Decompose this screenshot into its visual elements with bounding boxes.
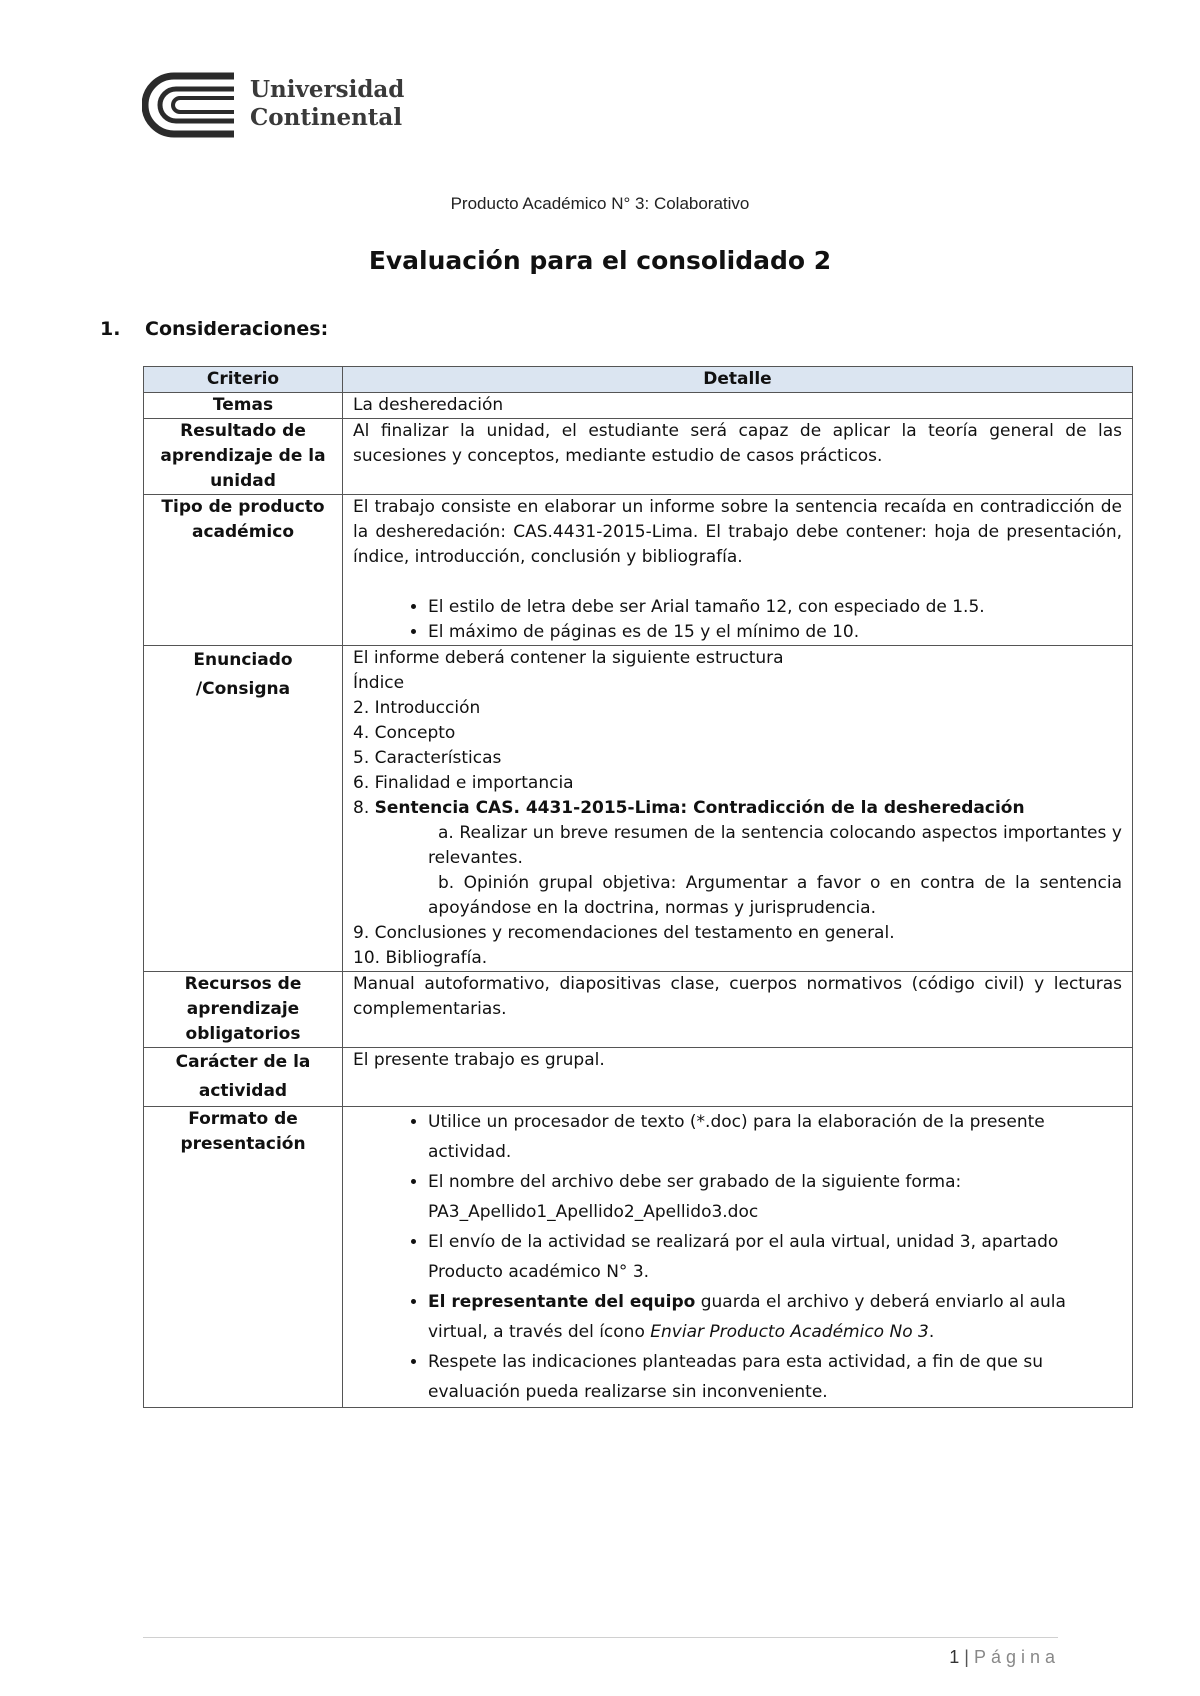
footer-divider	[143, 1637, 1058, 1638]
tipo-bullet-list	[353, 595, 1122, 645]
header-detalle: Detalle	[343, 367, 1133, 393]
table-row	[144, 1107, 1133, 1408]
page-label: Página	[973, 1647, 1060, 1667]
page-number: 1	[949, 1647, 960, 1667]
list-item	[428, 1287, 1122, 1347]
row-label-temas: Temas	[144, 393, 343, 419]
section-title: Consideraciones:	[145, 318, 329, 340]
b4-end: .	[928, 1322, 935, 1342]
enunciado-line: 5. Características	[353, 748, 502, 768]
enunciado-line: 4. Concepto	[353, 723, 456, 743]
list-item: • Utilice un procesador de texto (*.doc) para la elaboración de la presente actividad.	[428, 1107, 1122, 1167]
list-item: • El nombre del archivo debe ser grabado de la siguiente forma: PA3_Apellido1_Apellido2_Apellido3.doc	[428, 1167, 1122, 1227]
tipo-description: El trabajo consiste en elaborar un informe sobre la sentencia recaída en contradicción de la desheredación: CAS.4431-2015-Lima. El trabajo debe contener: hoja de presentación, índice, introducción, conclusión y bibliografía.	[353, 497, 1122, 567]
item-8-text: Sentencia CAS. 4431-2015-Lima: Contradicción de la desheredación	[374, 798, 1025, 818]
footer-separator: |	[964, 1647, 969, 1667]
row-label-resultado: Resultado de aprendizaje de la unidad	[144, 419, 343, 495]
item-8-number: 8.	[353, 798, 370, 818]
enunciado-item-8	[353, 796, 1122, 821]
enunciado-label-line-1: Enunciado	[193, 650, 293, 670]
row-value-temas: La desheredación	[343, 393, 1133, 419]
row-value-resultado: Al finalizar la unidad, el estudiante será capaz de aplicar la teoría general de las sucesiones y conceptos, mediante estudio de casos prácticos.	[343, 419, 1133, 495]
criteria-table	[143, 366, 1133, 1408]
table-row	[144, 495, 1133, 646]
enunciado-line: 2. Introducción	[353, 698, 481, 718]
logo-line-1: Universidad	[250, 76, 405, 103]
table-row	[144, 393, 1133, 419]
row-label-formato: Formato de presentación	[144, 1107, 343, 1408]
table-row	[144, 1048, 1133, 1107]
table-row	[144, 972, 1133, 1048]
section-number: 1.	[100, 318, 121, 340]
row-value-tipo	[343, 495, 1133, 646]
list-item: • El envío de la actividad se realizará por el aula virtual, unidad 3, apartado Producto académico N° 3.	[428, 1227, 1122, 1287]
logo-text	[250, 76, 404, 132]
row-value-caracter: El presente trabajo es grupal.	[343, 1048, 1133, 1107]
document-title: Evaluación para el consolidado 2	[368, 246, 832, 275]
enunciado-line: El informe deberá contener la siguiente estructura	[353, 648, 784, 668]
table-row	[144, 419, 1133, 495]
b4-mid: guarda el archivo y deberá enviarlo al aula virtual, a través del ícono	[428, 1292, 1066, 1342]
b4-bold: El representante del equipo	[428, 1292, 696, 1312]
row-value-recursos: Manual autoformativo, diapositivas clase, cuerpos normativos (código civil) y lecturas complementarias.	[343, 972, 1133, 1048]
logo-mark-icon	[142, 70, 237, 140]
logo-line-2: Continental	[250, 104, 403, 131]
list-item: • El estilo de letra debe ser Arial tamaño 12, con especiado de 1.5.	[428, 595, 1122, 620]
list-item: • Respete las indicaciones planteadas para esta actividad, a fin de que su evaluación pueda realizarse sin inconveniente.	[428, 1347, 1122, 1407]
row-value-formato	[343, 1107, 1133, 1408]
enunciado-sub-b: b. Opinión grupal objetiva: Argumentar a favor o en contra de la sentencia apoyándose en la doctrina, normas y jurisprudencia.	[428, 873, 1122, 918]
list-item: • El máximo de páginas es de 15 y el mínimo de 10.	[428, 620, 1122, 645]
table-header-row	[144, 367, 1133, 393]
row-label-enunciado	[144, 646, 343, 972]
enunciado-label-line-2: /Consigna	[195, 679, 291, 699]
row-value-enunciado	[343, 646, 1133, 972]
section-heading	[100, 318, 328, 340]
formato-bullet-list	[353, 1107, 1122, 1407]
table-row	[144, 646, 1133, 972]
enunciado-sub-a: a. Realizar un breve resumen de la sentencia colocando aspectos importantes y relevantes.	[428, 823, 1122, 868]
enunciado-item-10: 10. Bibliografía.	[353, 948, 488, 968]
document-subtitle: Producto Académico N° 3: Colaborativo	[450, 194, 750, 213]
b4-italic: Enviar Producto Académico No 3	[650, 1322, 929, 1342]
row-label-tipo: Tipo de producto académico	[144, 495, 343, 646]
row-label-caracter: Carácter de la actividad	[144, 1048, 343, 1107]
row-label-recursos: Recursos de aprendizaje obligatorios	[144, 972, 343, 1048]
university-logo	[142, 70, 405, 140]
enunciado-line: 6. Finalidad e importancia	[353, 773, 574, 793]
enunciado-item-9: 9. Conclusiones y recomendaciones del testamento en general.	[353, 923, 895, 943]
page-footer	[949, 1647, 1060, 1668]
enunciado-line: Índice	[353, 673, 405, 693]
header-criterio: Criterio	[144, 367, 343, 393]
